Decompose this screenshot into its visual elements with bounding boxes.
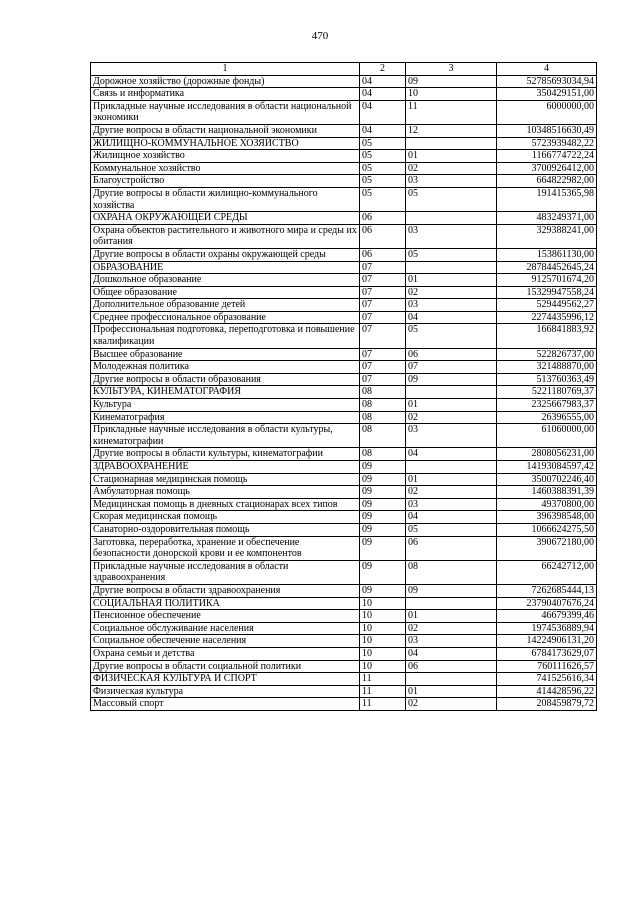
subsection-code: 06 <box>406 348 497 361</box>
row-name: Заготовка, переработка, хранение и обеспечение безопасности донорской крови и ее компонентов <box>91 536 360 560</box>
table-row <box>91 635 597 648</box>
subsection-code: 03 <box>406 175 497 188</box>
column-header: 2 <box>360 63 406 76</box>
amount-value: 396398548,00 <box>497 511 597 524</box>
section-code: 08 <box>360 448 406 461</box>
row-name: Пенсионное обеспечение <box>91 610 360 623</box>
amount-value: 5221180769,37 <box>497 386 597 399</box>
row-name: Среднее профессиональное образование <box>91 311 360 324</box>
table-row <box>91 473 597 486</box>
section-code: 07 <box>360 299 406 312</box>
amount-value: 9125701674,20 <box>497 274 597 287</box>
row-name: Коммунальное хозяйство <box>91 162 360 175</box>
section-code: 07 <box>360 361 406 374</box>
row-name: Физическая культура <box>91 685 360 698</box>
section-code: 10 <box>360 660 406 673</box>
section-code: 05 <box>360 137 406 150</box>
table-row <box>91 162 597 175</box>
section-code: 07 <box>360 324 406 348</box>
subsection-code: 12 <box>406 124 497 137</box>
row-name: Другие вопросы в области жилищно-коммунального хозяйства <box>91 187 360 211</box>
section-code: 08 <box>360 424 406 448</box>
table-row <box>91 536 597 560</box>
section-code: 06 <box>360 212 406 225</box>
section-code: 04 <box>360 124 406 137</box>
row-name: Социальное обеспечение населения <box>91 635 360 648</box>
subsection-code: 05 <box>406 248 497 261</box>
section-code: 09 <box>360 560 406 584</box>
subsection-code <box>406 597 497 610</box>
table-row <box>91 511 597 524</box>
section-code: 09 <box>360 536 406 560</box>
table-row <box>91 399 597 412</box>
table-row <box>91 311 597 324</box>
amount-value: 741525616,34 <box>497 673 597 686</box>
row-name: Высшее образование <box>91 348 360 361</box>
row-name: КУЛЬТУРА, КИНЕМАТОГРАФИЯ <box>91 386 360 399</box>
subsection-code: 02 <box>406 698 497 711</box>
table-row <box>91 424 597 448</box>
section-code: 11 <box>360 685 406 698</box>
subsection-code: 01 <box>406 274 497 287</box>
section-code: 05 <box>360 187 406 211</box>
table-row <box>91 124 597 137</box>
table-row <box>91 324 597 348</box>
section-code: 06 <box>360 224 406 248</box>
subsection-code: 02 <box>406 486 497 499</box>
amount-value: 5723939482,22 <box>497 137 597 150</box>
section-code: 05 <box>360 175 406 188</box>
row-name: Молодежная политика <box>91 361 360 374</box>
table-row <box>91 361 597 374</box>
amount-value: 1460388391,39 <box>497 486 597 499</box>
section-code: 04 <box>360 100 406 124</box>
row-name: Другие вопросы в области образования <box>91 373 360 386</box>
section-code: 09 <box>360 473 406 486</box>
amount-value: 28784452645,24 <box>497 261 597 274</box>
section-code: 10 <box>360 597 406 610</box>
subsection-code: 04 <box>406 511 497 524</box>
section-code: 06 <box>360 248 406 261</box>
table-row <box>91 461 597 474</box>
subsection-code: 01 <box>406 473 497 486</box>
section-code: 07 <box>360 311 406 324</box>
subsection-code: 03 <box>406 498 497 511</box>
amount-value: 46679399,46 <box>497 610 597 623</box>
amount-value: 166841883,92 <box>497 324 597 348</box>
subsection-code <box>406 212 497 225</box>
subsection-code <box>406 673 497 686</box>
row-name: Кинематография <box>91 411 360 424</box>
amount-value: 14224906131,20 <box>497 635 597 648</box>
budget-table <box>90 62 597 711</box>
amount-value: 49370800,00 <box>497 498 597 511</box>
column-header: 3 <box>406 63 497 76</box>
subsection-code: 04 <box>406 647 497 660</box>
table-row <box>91 137 597 150</box>
subsection-code: 02 <box>406 162 497 175</box>
subsection-code: 05 <box>406 324 497 348</box>
amount-value: 2325667983,37 <box>497 399 597 412</box>
section-code: 09 <box>360 498 406 511</box>
row-name: Охрана объектов растительного и животного мира и среды их обитания <box>91 224 360 248</box>
amount-value: 10348516630,49 <box>497 124 597 137</box>
row-name: Другие вопросы в области культуры, кинематографии <box>91 448 360 461</box>
table-row <box>91 610 597 623</box>
row-name: Дошкольное образование <box>91 274 360 287</box>
amount-value: 191415365,98 <box>497 187 597 211</box>
table-row <box>91 373 597 386</box>
amount-value: 760111626,57 <box>497 660 597 673</box>
table-row <box>91 597 597 610</box>
subsection-code: 04 <box>406 448 497 461</box>
subsection-code: 04 <box>406 311 497 324</box>
row-name: Медицинская помощь в дневных стационарах всех типов <box>91 498 360 511</box>
amount-value: 6784173629,07 <box>497 647 597 660</box>
row-name: СОЦИАЛЬНАЯ ПОЛИТИКА <box>91 597 360 610</box>
subsection-code: 02 <box>406 622 497 635</box>
table-row <box>91 175 597 188</box>
table-row <box>91 187 597 211</box>
amount-value: 66242712,00 <box>497 560 597 584</box>
subsection-code: 03 <box>406 299 497 312</box>
subsection-code <box>406 137 497 150</box>
row-name: Санаторно-оздоровительная помощь <box>91 523 360 536</box>
section-code: 04 <box>360 75 406 88</box>
section-code: 10 <box>360 647 406 660</box>
subsection-code: 10 <box>406 88 497 101</box>
amount-value: 208459879,72 <box>497 698 597 711</box>
subsection-code: 02 <box>406 411 497 424</box>
table-row <box>91 299 597 312</box>
table-row <box>91 212 597 225</box>
table-row <box>91 698 597 711</box>
table-header-row <box>91 63 597 76</box>
row-name: Прикладные научные исследования в области культуры, кинематографии <box>91 424 360 448</box>
section-code: 07 <box>360 286 406 299</box>
row-name: Массовый спорт <box>91 698 360 711</box>
table-row <box>91 286 597 299</box>
subsection-code: 03 <box>406 224 497 248</box>
section-code: 09 <box>360 461 406 474</box>
table-row <box>91 685 597 698</box>
table-row <box>91 386 597 399</box>
table-row <box>91 411 597 424</box>
row-name: Прикладные научные исследования в области национальной экономики <box>91 100 360 124</box>
table-row <box>91 75 597 88</box>
amount-value: 350429151,00 <box>497 88 597 101</box>
row-name: Другие вопросы в области охраны окружающей среды <box>91 248 360 261</box>
table-row <box>91 274 597 287</box>
amount-value: 522826737,00 <box>497 348 597 361</box>
section-code: 11 <box>360 698 406 711</box>
subsection-code: 01 <box>406 150 497 163</box>
subsection-code: 06 <box>406 660 497 673</box>
amount-value: 513760363,49 <box>497 373 597 386</box>
table-row <box>91 647 597 660</box>
row-name: Прикладные научные исследования в области здравоохранения <box>91 560 360 584</box>
section-code: 10 <box>360 635 406 648</box>
section-code: 07 <box>360 373 406 386</box>
table-row <box>91 622 597 635</box>
row-name: ОХРАНА ОКРУЖАЮЩЕЙ СРЕДЫ <box>91 212 360 225</box>
row-name: Дополнительное образование детей <box>91 299 360 312</box>
section-code: 09 <box>360 511 406 524</box>
table-row <box>91 486 597 499</box>
section-code: 09 <box>360 584 406 597</box>
subsection-code: 09 <box>406 75 497 88</box>
row-name: Благоустройство <box>91 175 360 188</box>
row-name: ЗДРАВООХРАНЕНИЕ <box>91 461 360 474</box>
section-code: 05 <box>360 162 406 175</box>
amount-value: 61060000,00 <box>497 424 597 448</box>
table-row <box>91 88 597 101</box>
row-name: Профессиональная подготовка, переподготовка и повышение квалификации <box>91 324 360 348</box>
amount-value: 664822982,00 <box>497 175 597 188</box>
amount-value: 483249371,00 <box>497 212 597 225</box>
row-name: Дорожное хозяйство (дорожные фонды) <box>91 75 360 88</box>
subsection-code: 05 <box>406 187 497 211</box>
amount-value: 529449562,27 <box>497 299 597 312</box>
subsection-code: 11 <box>406 100 497 124</box>
amount-value: 7262685444,13 <box>497 584 597 597</box>
amount-value: 153861130,00 <box>497 248 597 261</box>
amount-value: 14193084597,42 <box>497 461 597 474</box>
table-row <box>91 660 597 673</box>
row-name: Связь и информатика <box>91 88 360 101</box>
subsection-code: 02 <box>406 286 497 299</box>
amount-value: 1166774722,24 <box>497 150 597 163</box>
section-code: 07 <box>360 348 406 361</box>
section-code: 09 <box>360 523 406 536</box>
column-header: 1 <box>91 63 360 76</box>
subsection-code: 01 <box>406 610 497 623</box>
amount-value: 52785693034,94 <box>497 75 597 88</box>
section-code: 08 <box>360 399 406 412</box>
table-row <box>91 498 597 511</box>
subsection-code: 01 <box>406 399 497 412</box>
subsection-code: 09 <box>406 584 497 597</box>
table-row <box>91 248 597 261</box>
row-name: Социальное обслуживание населения <box>91 622 360 635</box>
amount-value: 3500702246,40 <box>497 473 597 486</box>
subsection-code <box>406 386 497 399</box>
row-name: Охрана семьи и детства <box>91 647 360 660</box>
subsection-code: 03 <box>406 424 497 448</box>
subsection-code: 03 <box>406 635 497 648</box>
subsection-code <box>406 261 497 274</box>
table-row <box>91 523 597 536</box>
subsection-code: 09 <box>406 373 497 386</box>
subsection-code <box>406 461 497 474</box>
amount-value: 2274435996,12 <box>497 311 597 324</box>
row-name: Амбулаторная помощь <box>91 486 360 499</box>
section-code: 08 <box>360 386 406 399</box>
table-row <box>91 584 597 597</box>
row-name: Другие вопросы в области здравоохранения <box>91 584 360 597</box>
section-code: 05 <box>360 150 406 163</box>
amount-value: 329388241,00 <box>497 224 597 248</box>
row-name: ФИЗИЧЕСКАЯ КУЛЬТУРА И СПОРТ <box>91 673 360 686</box>
subsection-code: 05 <box>406 523 497 536</box>
amount-value: 414428596,22 <box>497 685 597 698</box>
row-name: Другие вопросы в области национальной экономики <box>91 124 360 137</box>
table-row <box>91 224 597 248</box>
section-code: 07 <box>360 274 406 287</box>
amount-value: 1066624275,50 <box>497 523 597 536</box>
amount-value: 3700926412,00 <box>497 162 597 175</box>
section-code: 11 <box>360 673 406 686</box>
table-row <box>91 448 597 461</box>
section-code: 08 <box>360 411 406 424</box>
row-name: Стационарная медицинская помощь <box>91 473 360 486</box>
amount-value: 390672180,00 <box>497 536 597 560</box>
row-name: ЖИЛИЩНО-КОММУНАЛЬНОЕ ХОЗЯЙСТВО <box>91 137 360 150</box>
table-row <box>91 560 597 584</box>
amount-value: 321488870,00 <box>497 361 597 374</box>
subsection-code: 08 <box>406 560 497 584</box>
table-row <box>91 261 597 274</box>
page-number: 470 <box>311 30 329 42</box>
row-name: Другие вопросы в области социальной политики <box>91 660 360 673</box>
amount-value: 15329947558,24 <box>497 286 597 299</box>
section-code: 07 <box>360 261 406 274</box>
row-name: Скорая медицинская помощь <box>91 511 360 524</box>
table-row <box>91 673 597 686</box>
amount-value: 23790407676,24 <box>497 597 597 610</box>
amount-value: 2808056231,00 <box>497 448 597 461</box>
table-row <box>91 100 597 124</box>
amount-value: 6000000,00 <box>497 100 597 124</box>
table-row <box>91 348 597 361</box>
table-row <box>91 150 597 163</box>
row-name: Жилищное хозяйство <box>91 150 360 163</box>
amount-value: 26396555,00 <box>497 411 597 424</box>
row-name: Культура <box>91 399 360 412</box>
subsection-code: 06 <box>406 536 497 560</box>
row-name: ОБРАЗОВАНИЕ <box>91 261 360 274</box>
row-name: Общее образование <box>91 286 360 299</box>
section-code: 10 <box>360 622 406 635</box>
subsection-code: 07 <box>406 361 497 374</box>
amount-value: 1974536889,94 <box>497 622 597 635</box>
section-code: 04 <box>360 88 406 101</box>
subsection-code: 01 <box>406 685 497 698</box>
column-header: 4 <box>497 63 597 76</box>
section-code: 10 <box>360 610 406 623</box>
section-code: 09 <box>360 486 406 499</box>
